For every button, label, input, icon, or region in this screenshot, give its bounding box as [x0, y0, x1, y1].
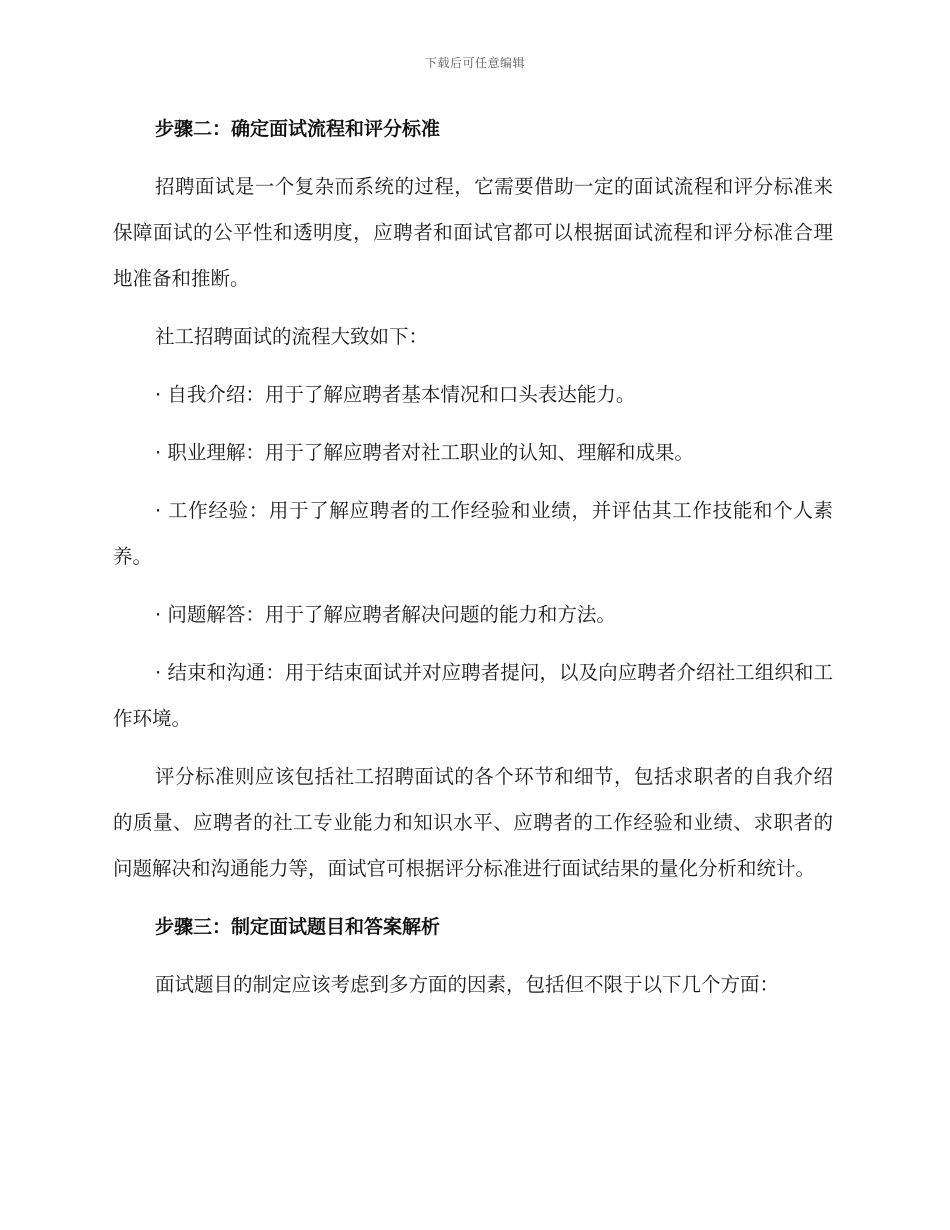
paragraph-questions: 面试题目的制定应该考虑到多方面的因素，包括但不限于以下几个方面： [155, 973, 780, 996]
header-note: 下载后可任意编辑 [424, 56, 525, 70]
document-body [113, 106, 833, 1020]
paragraph-process-lead: 社工招聘面试的流程大致如下： [155, 325, 429, 348]
section-heading-step-2: 步骤二：确定面试流程和评分标准 [155, 118, 441, 140]
list-item-career-understanding: · 职业理解：用于了解应聘者对社工职业的认知、理解和成果。 [155, 441, 694, 464]
paragraph-scoring: 评分标准则应该包括社工招聘面试的各个环节和细节，包括求职者的自我介绍的质量、应聘者的社工专业能力和知识水平、应聘者的工作经验和业绩、求职者的问题解决和沟通能力等，面试官可根据评分标准进行面试结果的量化分析和统计。 [113, 765, 833, 880]
list-item-work-experience: · 工作经验：用于了解应聘者的工作经验和业绩，并评估其工作技能和个人素养。 [113, 499, 833, 568]
list-item-closing: · 结束和沟通：用于结束面试并对应聘者提问，以及向应聘者介绍社工组织和工作环境。 [113, 661, 833, 730]
paragraph-intro: 招聘面试是一个复杂而系统的过程，它需要借助一定的面试流程和评分标准来保障面试的公平性和透明度，应聘者和面试官都可以根据面试流程和评分标准合理地准备和推断。 [113, 175, 833, 290]
list-item-problem-solving: · 问题解答：用于了解应聘者解决问题的能力和方法。 [155, 603, 616, 626]
list-item-self-intro: · 自我介绍：用于了解应聘者基本情况和口头表达能力。 [155, 383, 636, 406]
section-heading-step-3: 步骤三：制定面试题目和答案解析 [155, 916, 441, 938]
